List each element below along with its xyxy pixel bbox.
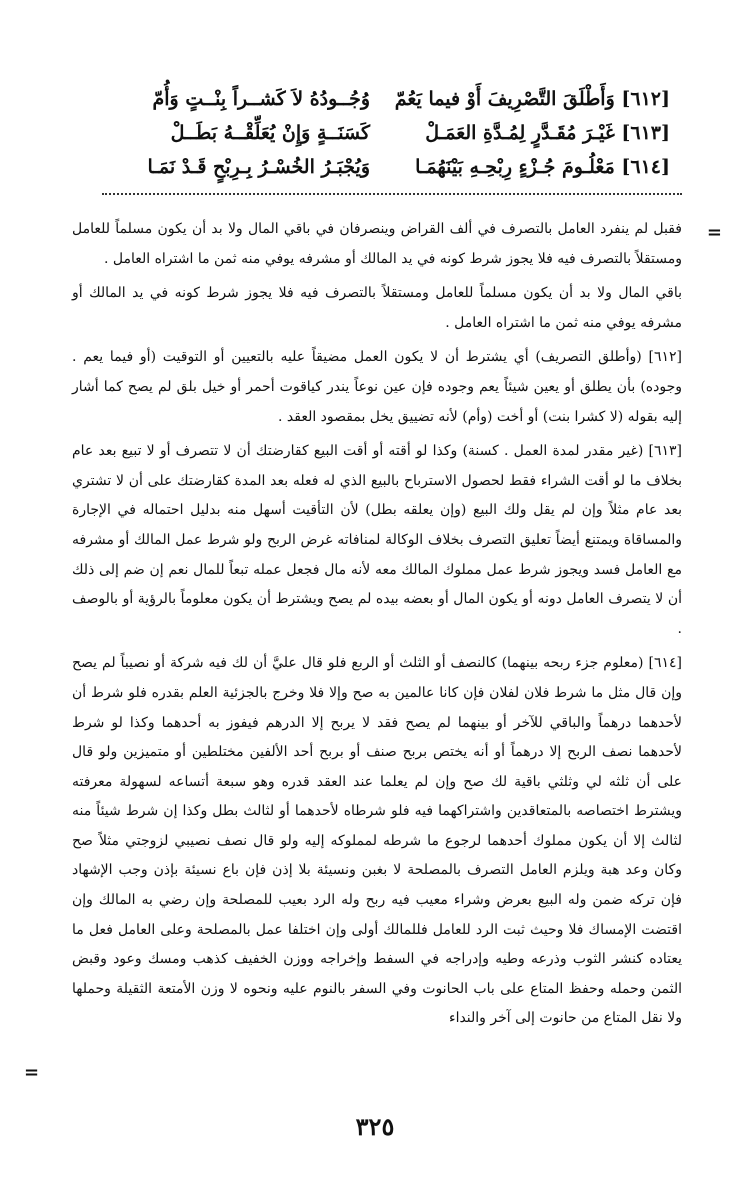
continuation-mark-close: = bbox=[24, 1062, 40, 1083]
hemistich-first: [٦١٢] وَأَطْلَقَ التَّصْرِيفَ أَوْ فيما يَعُمّ bbox=[394, 88, 670, 110]
verse-613 bbox=[110, 116, 670, 150]
paragraph-614: [٦١٤] (معلوم جزء ربحه بينهما) كالنصف أو الثلث أو الربع فلو قال عليَّ أن لك فيه شركة أو نصيباً لم يصح وإن قال مثل ما شرط فلان لفلان فإن كانا عالمين به صح وإلا فلا وخرج بالجزئية العلم بقدره فلو شرط أن لأحدهما درهماً والباقي للآخر أو بينهما لم يصح فقد لا يربح إلا الدرهم فيفوز به أحدهما وكذا لو شرط لأحدهما نصف الربح إلا درهماً أو أنه يختص بربح صنف أو بربح أحد الألفين مختلطين أو متميزين ولو قال على أن ثلثه لي وثلثي باقية لك صح وإن لم يعلما عند العقد قدره وهو سبعة أتساعه لسهولة معرفته ويشترط اختصاصه بالمتعاقدين واشتراكهما فيه فلو شرطاه لأحدهما أو لثالث بطل وكذا إن شرط شيئاً منه لثالث إلا أن يكون مملوك أحدهما لرجوع ما شرطه لمملوكه إليه ولو قال نصف نصيبي لزوجتي مثلاً صح وكان وعد هبة ويلزم العامل التصرف بالمصلحة لا بغبن ونسيئة بلا إذن فإن باع نسيئة بإذن وجب الإشهاد فإن تركه ضمن وله البيع بعرض وشراء معيب فيه ربح وله الرد بعيب للمصلحة وإن رضي به المالك وإن اقتضت الإمساك فلا وحيث ثبت الرد للعامل فللمالك أولى وإن اختلفا عمل بالمصلحة وعلى العامل فعل ما يعتاده كنشر الثوب وذرعه وطيه وإدراجه في السفط وإخراجه ووزن الخفيف كذهب ومسك وعود وقبض الثمن وحمله وحفظ المتاع على باب الحانوت وفي السفر بالنوم عليه ونحوه لا وزن الأمتعة الثقيلة وحملها ولا نقل المتاع من حانوت إلى آخر والنداء bbox=[72, 655, 682, 1027]
commentary-text bbox=[72, 215, 682, 1039]
hemistich-second: كَسَنَــةٍ وَإِنْ يُعَلِّقْــهُ بَطَــلْ bbox=[170, 122, 370, 144]
paragraph-613: [٦١٣] (غير مقدر لمدة العمل . كسنة) وكذا لو أقته أو أقت البيع كقارضتك أن لا تتصرف أو لا تبيع بعد عام بخلاف ما لو أقت الشراء فقط لحصول الاسترباح بالبيع الذي له فعله بعد المدة كقارضتك على أن لا تشتري بعد عام مثلاً وإن لم يقل ولك البيع (وإن يعلقه بطل) لأن التأقيت أسهل منه بدليل احتماله في الإجارة والمساقاة ويمتنع أيضاً تعليق التصرف بخلاف الوكالة لمنافاته غرض الربح ولو شرط عمل المالك أو مشرفه مع العامل فسد ويجوز شرط عمل مملوك المالك معه لأنه مال فجعل عمله تبعاً للمال نعم إن ضم إلى ذلك أن لا يتصرف العامل دونه أو يكون المال أو بعضه بيده لم يصح ويشترط أن يكون معلوماً بالرؤية أو بالوصف . bbox=[72, 443, 682, 637]
hemistich-first: [٦١٣] غَيْـرَ مُقَـدَّرٍ لِمُـدَّةِ العَمَـلْ bbox=[425, 122, 670, 144]
page-number: ٣٢٥ bbox=[355, 1112, 395, 1141]
hemistich-first: [٦١٤] مَعْلُـومَ جُـزْءٍ رِبْحِـهِ بَيْنَهُمَـا bbox=[415, 156, 670, 178]
continuation-mark-open: = bbox=[706, 222, 722, 243]
dotted-separator bbox=[102, 193, 682, 195]
paragraph-612: [٦١٢] (وأطلق التصريف) أي يشترط أن لا يكون العمل مضيقاً عليه بالتعيين أو التوقيت (أو فيما يعم . وجوده) بأن يطلق أو يعين شيئاً يعم وجوده فإن عين نوعاً يندر كياقوت أحمر أو خيل بلق لم يصح كما أشار إليه بقوله (لا كشرا بنت) أو أخت (وأم) لأنه تضييق يخل بمقصود العقد . bbox=[72, 349, 682, 425]
paragraph-intro: فقبل لم ينفرد العامل بالتصرف في ألف القراض وينصرفان في باقي المال ولا بد أن يكون مسلماً للعامل ومستقلاً بالتصرف فيه فلا يجوز شرط كونه في يد المالك أو مشرفه يوفي منه ثمن ما اشتراه العامل . bbox=[72, 221, 682, 267]
verse-614 bbox=[110, 150, 670, 184]
paragraph-remainder: باقي المال ولا بد أن يكون مسلماً للعامل ومستقلاً بالتصرف فيه فلا يجوز شرط كونه في يد المالك أو مشرفه يوفي منه ثمن ما اشتراه العامل . bbox=[72, 285, 682, 331]
poem-block bbox=[110, 82, 670, 184]
hemistich-second: وَيُجْبَـرُ الخُسْـرُ بِـرِبْحٍ قَـدْ نَمَـا bbox=[147, 156, 370, 178]
hemistich-second: وُجُــودُهُ لاَ كَشــراً بِنْــتٍ وَأُمّ bbox=[152, 88, 370, 110]
verse-612 bbox=[110, 82, 670, 116]
